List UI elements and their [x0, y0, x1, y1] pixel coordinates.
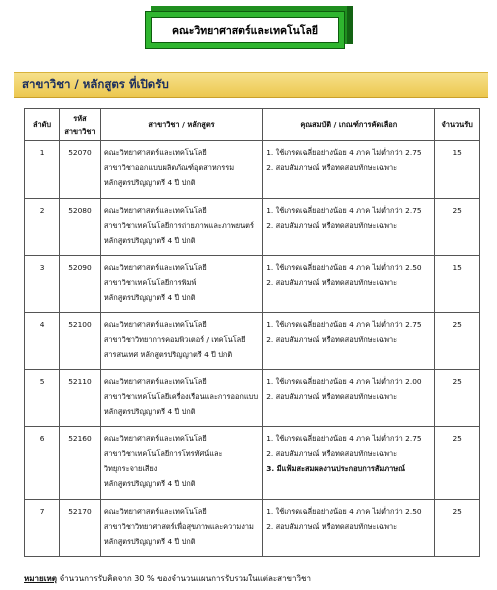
criteria-line: 2. สอบสัมภาษณ์ หรือทดสอบทักษะเฉพาะ	[266, 392, 398, 401]
banner-side	[347, 6, 353, 44]
cell-program	[100, 141, 262, 199]
cell-no: 1	[25, 141, 60, 199]
banner-frame	[145, 11, 345, 49]
cell-criteria	[263, 500, 435, 557]
program-line: สารสนเทศ หลักสูตรปริญญาตรี 4 ปี ปกติ	[103, 350, 233, 359]
cell-code: 52110	[60, 370, 101, 427]
title-banner	[145, 6, 353, 52]
cell-criteria	[263, 427, 435, 500]
table-row	[25, 427, 480, 500]
criteria-line: 1. ใช้เกรดเฉลี่ยอย่างน้อย 4 ภาค ไม่ต่ำกว่า 2.50	[266, 263, 422, 272]
cell-code: 52170	[60, 500, 101, 557]
criteria-line: 1. ใช้เกรดเฉลี่ยอย่างน้อย 4 ภาค ไม่ต่ำกว่า 2.75	[266, 148, 422, 157]
cell-code: 52090	[60, 256, 101, 313]
header-program: สาขาวิชา / หลักสูตร	[100, 109, 262, 141]
criteria-line: 2. สอบสัมภาษณ์ หรือทดสอบทักษะเฉพาะ	[266, 522, 398, 531]
cell-quota: 15	[435, 141, 480, 199]
cell-quota: 25	[435, 500, 480, 557]
cell-no: 2	[25, 199, 60, 256]
program-line: หลักสูตรปริญญาตรี 4 ปี ปกติ	[103, 407, 196, 416]
criteria-line: 2. สอบสัมภาษณ์ หรือทดสอบทักษะเฉพาะ	[266, 221, 398, 230]
table-body	[25, 141, 480, 557]
cell-quota: 25	[435, 427, 480, 500]
program-line: หลักสูตรปริญญาตรี 4 ปี ปกติ	[103, 178, 196, 187]
section-header	[14, 72, 488, 98]
program-line: หลักสูตรปริญญาตรี 4 ปี ปกติ	[103, 479, 196, 488]
cell-criteria	[263, 256, 435, 313]
cell-criteria	[263, 313, 435, 370]
faculty-title: คณะวิทยาศาสตร์และเทคโนโลยี	[151, 17, 339, 43]
cell-no: 6	[25, 427, 60, 500]
table-row	[25, 199, 480, 256]
cell-program	[100, 370, 262, 427]
program-line: หลักสูตรปริญญาตรี 4 ปี ปกติ	[103, 236, 196, 245]
program-line: สาขาวิชาวิทยาการคอมพิวเตอร์ / เทคโนโลยี	[103, 335, 246, 344]
table-row	[25, 141, 480, 199]
program-line: สาขาวิชาเทคโนโลยีการพิมพ์	[103, 278, 197, 287]
cell-program	[100, 199, 262, 256]
table-row	[25, 256, 480, 313]
cell-criteria	[263, 370, 435, 427]
cell-no: 4	[25, 313, 60, 370]
criteria-line: 2. สอบสัมภาษณ์ หรือทดสอบทักษะเฉพาะ	[266, 278, 398, 287]
footnote	[24, 572, 311, 585]
program-line: สาขาวิชาเทคโนโลยีการโทรทัศน์และ	[103, 449, 223, 458]
cell-quota: 15	[435, 256, 480, 313]
cell-no: 5	[25, 370, 60, 427]
cell-code: 52160	[60, 427, 101, 500]
criteria-line: 1. ใช้เกรดเฉลี่ยอย่างน้อย 4 ภาค ไม่ต่ำกว่า 2.75	[266, 206, 422, 215]
header-quota: จำนวนรับ	[435, 109, 480, 141]
header-criteria: คุณสมบัติ / เกณฑ์การคัดเลือก	[263, 109, 435, 141]
header-no: ลำดับ	[25, 109, 60, 141]
cell-code: 52070	[60, 141, 101, 199]
criteria-line: 2. สอบสัมภาษณ์ หรือทดสอบทักษะเฉพาะ	[266, 335, 398, 344]
criteria-line: 1. ใช้เกรดเฉลี่ยอย่างน้อย 4 ภาค ไม่ต่ำกว่า 2.00	[266, 377, 422, 386]
cell-no: 7	[25, 500, 60, 557]
cell-no: 3	[25, 256, 60, 313]
footnote-text: จำนวนการรับคิดจาก 30 % ของจำนวนแผนการรับรวมในแต่ละสาขาวิชา	[59, 574, 311, 583]
criteria-line: 1. ใช้เกรดเฉลี่ยอย่างน้อย 4 ภาค ไม่ต่ำกว่า 2.50	[266, 507, 422, 516]
cell-quota: 25	[435, 313, 480, 370]
cell-quota: 25	[435, 199, 480, 256]
table-header-row	[25, 109, 480, 141]
header-code-line1: รหัส	[73, 113, 87, 123]
cell-criteria	[263, 141, 435, 199]
cell-program	[100, 500, 262, 557]
footnote-label: หมายเหตุ	[24, 574, 57, 583]
criteria-line: 1. ใช้เกรดเฉลี่ยอย่างน้อย 4 ภาค ไม่ต่ำกว่า 2.75	[266, 320, 422, 329]
section-title: สาขาวิชา / หลักสูตร ที่เปิดรับ	[22, 77, 169, 91]
table-row	[25, 500, 480, 557]
program-line: หลักสูตรปริญญาตรี 4 ปี ปกติ	[103, 293, 196, 302]
program-line: คณะวิทยาศาสตร์และเทคโนโลยี	[103, 507, 207, 516]
criteria-line: 1. ใช้เกรดเฉลี่ยอย่างน้อย 4 ภาค ไม่ต่ำกว่า 2.75	[266, 434, 422, 443]
program-table	[24, 108, 480, 557]
cell-code: 52100	[60, 313, 101, 370]
program-line: สาขาวิชาวิทยาศาสตร์เพื่อสุขภาพและความงาม	[103, 522, 254, 531]
cell-program	[100, 313, 262, 370]
criteria-line: 2. สอบสัมภาษณ์ หรือทดสอบทักษะเฉพาะ	[266, 163, 398, 172]
program-line: สาขาวิชาเทคโนโลยีเครื่องเรือนและการออกแบบ	[103, 392, 259, 401]
program-line: คณะวิทยาศาสตร์และเทคโนโลยี	[103, 377, 207, 386]
header-code-line2: สาขาวิชา	[64, 126, 96, 136]
table-row	[25, 313, 480, 370]
cell-criteria	[263, 199, 435, 256]
criteria-line: 2. สอบสัมภาษณ์ หรือทดสอบทักษะเฉพาะ	[266, 449, 398, 458]
table-row	[25, 370, 480, 427]
program-line: วิทยุกระจายเสียง	[103, 464, 158, 473]
program-line: หลักสูตรปริญญาตรี 4 ปี ปกติ	[103, 537, 196, 546]
program-line: คณะวิทยาศาสตร์และเทคโนโลยี	[103, 263, 207, 272]
program-line: คณะวิทยาศาสตร์และเทคโนโลยี	[103, 148, 207, 157]
program-line: คณะวิทยาศาสตร์และเทคโนโลยี	[103, 206, 207, 215]
header-code	[60, 109, 101, 141]
cell-program	[100, 427, 262, 500]
cell-quota: 25	[435, 370, 480, 427]
cell-code: 52080	[60, 199, 101, 256]
program-line: สาขาวิชาออกแบบผลิตภัณฑ์อุตสาหกรรม	[103, 163, 235, 172]
program-line: คณะวิทยาศาสตร์และเทคโนโลยี	[103, 320, 207, 329]
program-line: คณะวิทยาศาสตร์และเทคโนโลยี	[103, 434, 207, 443]
program-line: สาขาวิชาเทคโนโลยีการถ่ายภาพและภาพยนตร์	[103, 221, 254, 230]
cell-program	[100, 256, 262, 313]
criteria-line: 3. มีแฟ้มสะสมผลงานประกอบการสัมภาษณ์	[266, 464, 405, 473]
